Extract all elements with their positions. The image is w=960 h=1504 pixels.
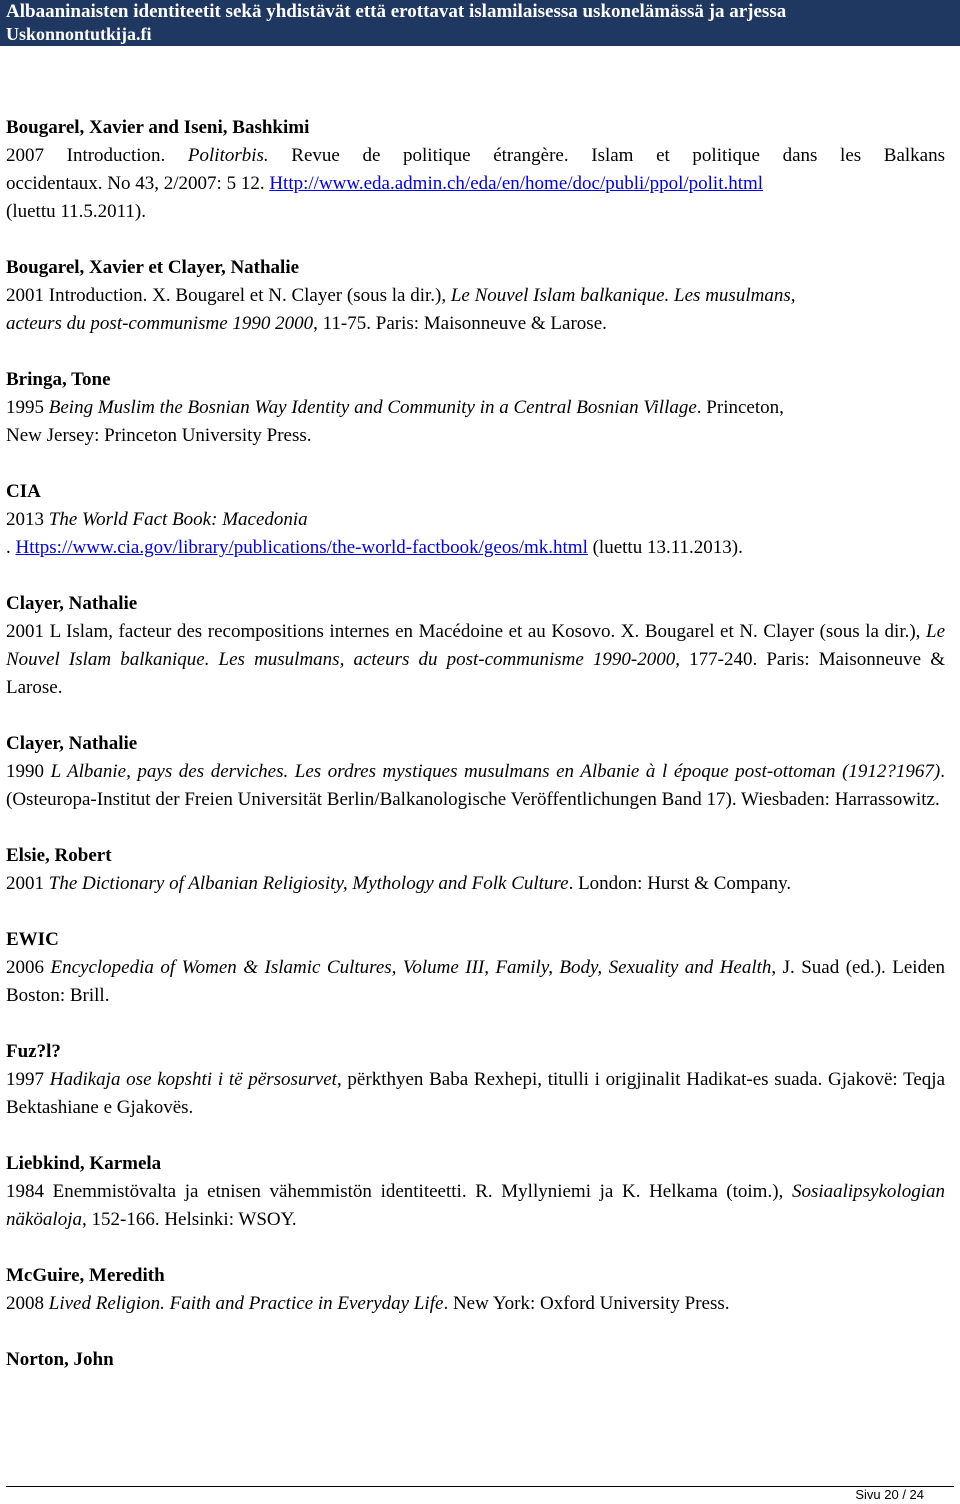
bib-entry-norton <box>6 1346 945 1374</box>
entry-author: McGuire, Meredith <box>6 1265 165 1286</box>
entry-book-title: The Dictionary of Albanian Religiosity, Mythology and Folk Culture <box>48 873 569 894</box>
entry-text <box>6 534 945 562</box>
entry-text: New Jersey: Princeton University Press. <box>6 425 312 446</box>
entry-author: Bougarel, Xavier and Iseni, Bashkimi <box>6 117 310 138</box>
entry-author: Clayer, Nathalie <box>6 733 138 754</box>
entry-book-title: The World Fact Book: Macedonia <box>48 509 308 530</box>
entry-publisher: , J. Suad (ed.). Leiden Boston: Brill. <box>6 957 946 1006</box>
entry-text: (luettu 11.5.2011). <box>6 201 147 222</box>
entry-text <box>6 142 945 170</box>
entry-issue: occidentaux. No 43, 2/2007: 5 12. <box>6 173 270 194</box>
entry-author: Fuz?l? <box>6 1041 61 1062</box>
bibliography-list <box>6 114 945 1374</box>
bib-entry-liebkind <box>6 1150 945 1234</box>
entry-text <box>6 1066 945 1122</box>
entry-author: Bougarel, Xavier et Clayer, Nathalie <box>6 257 300 278</box>
entry-text <box>6 1290 945 1318</box>
entry-year: 2006 <box>6 957 51 978</box>
bib-entry-cia <box>6 478 945 562</box>
entry-publisher: , përkthyen Baba Rexhepi, titulli i origjinalit Hadikat-es suada. Gjakovë: Teqja Bektashiane e Gjakovës. <box>6 1069 945 1118</box>
entry-detail: . <box>6 537 16 558</box>
entry-book-title: L Albanie, pays des derviches. Les ordres mystiques musulmans en Albanie à l époque post-ottoman (1912?1967) <box>50 761 941 782</box>
entry-detail: Revue de politique étrangère. Islam et politique dans les Balkans <box>268 145 945 166</box>
entry-book-title: Le Nouvel Islam balkanique. Les musulmans, <box>450 285 796 306</box>
bib-entry-clayer-1990 <box>6 730 945 814</box>
bib-entry-fuzuli <box>6 1038 945 1122</box>
entry-year: 2013 <box>6 509 49 530</box>
page-footer <box>0 1486 960 1504</box>
entry-book-title: Being Muslim the Bosnian Way Identity and Community in a Central Bosnian Village <box>48 397 697 418</box>
site-name: Uskonnontutkija.fi <box>6 24 152 44</box>
entry-link[interactable]: Http://www.eda.admin.ch/eda/en/home/doc/publi/ppol/polit.html <box>269 173 764 194</box>
entry-text <box>6 394 945 422</box>
bib-entry-bougarel-clayer <box>6 254 945 338</box>
entry-year-title: 2007 Introduction. <box>6 145 188 166</box>
entry-publisher: , 152-166. Helsinki: WSOY. <box>82 1209 297 1230</box>
entry-accessed: (luettu 13.11.2013). <box>587 537 743 558</box>
entry-book-title: Sosiaalipsykologian näköaloja <box>6 1181 945 1230</box>
bib-entry-ewic <box>6 926 945 1010</box>
bib-entry-bougarel-iseni <box>6 114 945 226</box>
bib-entry-clayer-2001 <box>6 590 945 702</box>
entry-author: Bringa, Tone <box>6 369 111 390</box>
entry-text <box>6 870 945 898</box>
entry-book-title: Lived Religion. Faith and Practice in Everyday Life <box>48 1293 444 1314</box>
entry-year: 1990 <box>6 761 51 782</box>
entry-author: Norton, John <box>6 1349 114 1370</box>
entry-author: Liebkind, Karmela <box>6 1153 162 1174</box>
entry-publisher: . London: Hurst & Company. <box>568 873 792 894</box>
entry-text <box>6 282 945 310</box>
bib-entry-bringa <box>6 366 945 450</box>
entry-book-title: Le Nouvel Islam balkanique. Les musulmans, acteurs du post-communisme 1990-2000 <box>6 621 945 670</box>
entry-text <box>6 954 945 1010</box>
entry-publisher: , 11-75. Paris: Maisonneuve & Larose. <box>313 313 607 334</box>
entry-journal: Politorbis. <box>187 145 269 166</box>
entry-author: CIA <box>6 481 41 502</box>
entry-author: Elsie, Robert <box>6 845 112 866</box>
page-header <box>0 0 960 46</box>
bib-entry-mcguire <box>6 1262 945 1318</box>
entry-text <box>6 506 945 534</box>
entry-detail: . Princeton, <box>696 397 784 418</box>
entry-publisher: , 177-240. Paris: Maisonneuve & Larose. <box>6 649 945 698</box>
entry-text <box>6 1178 945 1234</box>
entry-book-title: acteurs du post-communisme 1990 2000 <box>6 313 314 334</box>
entry-text <box>6 758 945 814</box>
entry-year: 2008 <box>6 1293 49 1314</box>
footer-divider <box>6 1486 954 1487</box>
entry-author: EWIC <box>6 929 59 950</box>
entry-publisher: . (Osteuropa-Institut der Freien Universität Berlin/Balkanologische Veröffentlichungen Band 17). Wiesbaden: Harrassowitz. <box>6 761 945 810</box>
entry-book-title: Encyclopedia of Women & Islamic Cultures, Volume III, Family, Body, Sexuality and Health <box>50 957 772 978</box>
document-title: Albaaninaisten identiteetit sekä yhdistävät että erottavat islamilaisessa uskonelämässä ja arjessa <box>6 1 787 22</box>
entry-text <box>6 170 945 198</box>
entry-year: 1997 <box>6 1069 50 1090</box>
entry-text <box>6 618 945 702</box>
entry-book-title: Hadikaja ose kopshti i të përsosurvet <box>49 1069 337 1090</box>
entry-publisher: . New York: Oxford University Press. <box>443 1293 730 1314</box>
entry-year: 1995 <box>6 397 49 418</box>
entry-detail: 2001 L Islam, facteur des recompositions internes en Macédoine et au Kosovo. X. Bougarel et N. Clayer (sous la dir.), <box>6 621 926 642</box>
entry-link[interactable]: Https://www.cia.gov/library/publications/the-world-factbook/geos/mk.html <box>15 537 588 558</box>
entry-text <box>6 310 945 338</box>
entry-author: Clayer, Nathalie <box>6 593 138 614</box>
entry-detail: 1984 Enemmistövalta ja etnisen vähemmistön identiteetti. R. Myllyniemi ja K. Helkama (toim.), <box>6 1181 792 1202</box>
bib-entry-elsie <box>6 842 945 898</box>
entry-year: 2001 <box>6 873 49 894</box>
page-number: Sivu 20 / 24 <box>855 1487 924 1502</box>
entry-detail: 2001 Introduction. X. Bougarel et N. Clayer (sous la dir.), <box>6 285 451 306</box>
